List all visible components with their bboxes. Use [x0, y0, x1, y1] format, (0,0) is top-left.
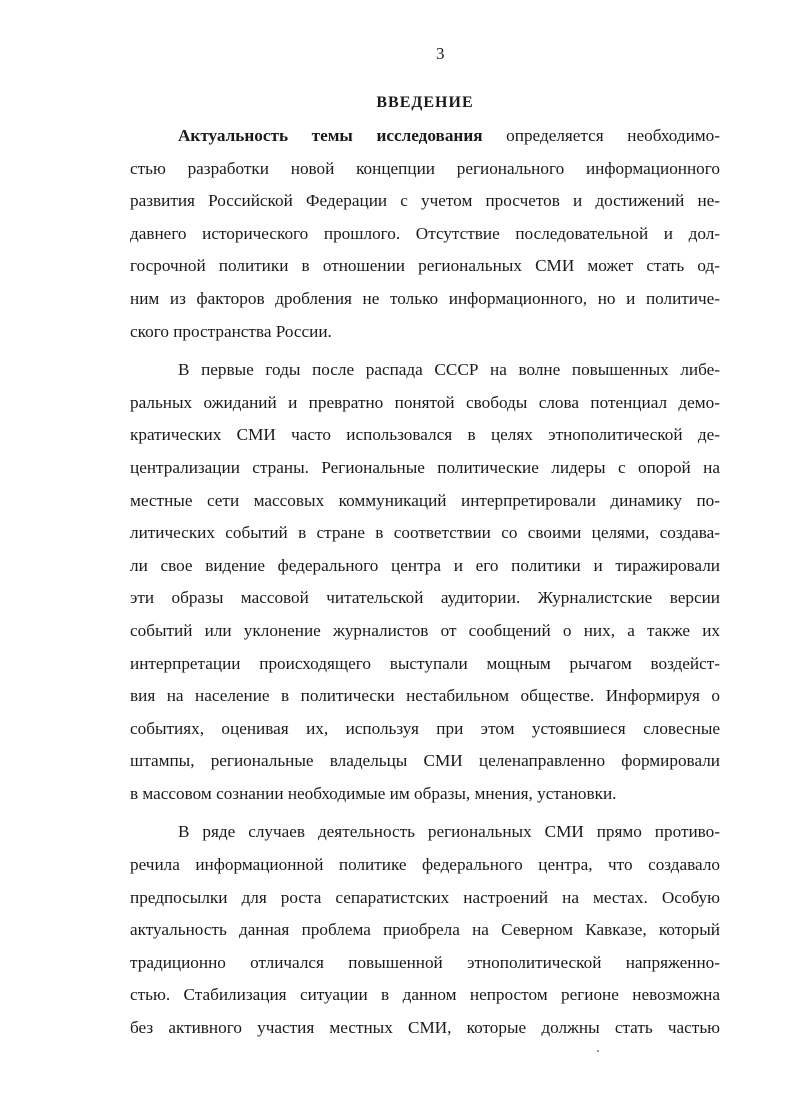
- paragraph-1-line-5: госрочной политики в отношении региональных СМИ может стать од-: [130, 256, 720, 276]
- paragraph-1-line-7: ского пространства России.: [130, 321, 332, 341]
- paragraph-3-line-2: речила информационной политике федерального центра, что создавало: [130, 855, 720, 875]
- paragraph-3-line-3: предпосылки для роста сепаратистских настроений на местах. Особую: [130, 887, 720, 907]
- paragraph-1-line-6: ним из факторов дробления не только информационного, но и политиче-: [130, 288, 720, 308]
- body-text: [130, 120, 720, 1045]
- paragraph-1-line-2: стью разработки новой концепции регионального информационного: [130, 158, 720, 178]
- paragraph-2-line-3: кратических СМИ часто использовался в целях этнополитической де-: [130, 425, 720, 445]
- paragraph-2-line-12: событиях, оценивая их, используя при этом устоявшиеся словесные: [130, 718, 720, 738]
- paragraph-1-line-3: развития Российской Федерации с учетом просчетов и достижений не-: [130, 191, 720, 211]
- paragraph-2-line-10: интерпретации происходящего выступали мощным рычагом воздейст-: [130, 653, 720, 673]
- paragraph-3-line-6: стью. Стабилизация ситуации в данном непростом регионе невозможна: [130, 985, 720, 1005]
- paragraph-2-line-9: событий или уклонение журналистов от сообщений о них, а также их: [130, 620, 720, 640]
- paragraph-3-line-7: без активного участия местных СМИ, которые должны стать частью: [130, 1018, 720, 1038]
- paragraph-1-line-1: [130, 120, 720, 153]
- paragraph-2-line-2: ральных ожиданий и превратно понятой свободы слова потенциал демо-: [130, 392, 720, 412]
- text-line: определяется необходимо-: [482, 126, 720, 145]
- paragraph-3-line-4: актуальность данная проблема приобрела на Северном Кавказе, который: [130, 920, 720, 940]
- paragraph-2-line-8: эти образы массовой читательской аудитории. Журналистские версии: [130, 588, 720, 608]
- paragraph-2-line-11: вия на население в политически нестабильном обществе. Информируя о: [130, 686, 720, 706]
- paragraph-2-line-14: в массовом сознании необходимые им образы, мнения, установки.: [130, 783, 617, 803]
- scan-speck: [597, 1050, 599, 1052]
- paragraph-1-line-4: давнего исторического прошлого. Отсутствие последовательной и дол-: [130, 223, 720, 243]
- paragraph-2-line-1: В первые годы после распада СССР на волне повышенных либе-: [178, 360, 720, 380]
- section-heading: ВВЕДЕНИЕ: [376, 94, 474, 111]
- paragraph-2-line-7: ли свое видение федерального центра и его политики и тиражировали: [130, 555, 720, 575]
- page-number: 3: [436, 44, 445, 63]
- paragraph-1-lead: Актуальность темы исследования: [178, 126, 483, 145]
- paragraph-2-line-6: литических событий в стране в соответствии со своими целями, создава-: [130, 523, 720, 543]
- paragraph-3-line-1: В ряде случаев деятельность региональных СМИ прямо противо-: [178, 822, 720, 842]
- paragraph-2-line-5: местные сети массовых коммуникаций интерпретировали динамику по-: [130, 490, 720, 510]
- paragraph-2-line-4: централизации страны. Региональные политические лидеры с опорой на: [130, 457, 720, 477]
- paragraph-2-line-13: штампы, региональные владельцы СМИ целенаправленно формировали: [130, 751, 720, 771]
- paragraph-3-line-5: традиционно отличался повышенной этнополитической напряженно-: [130, 952, 720, 972]
